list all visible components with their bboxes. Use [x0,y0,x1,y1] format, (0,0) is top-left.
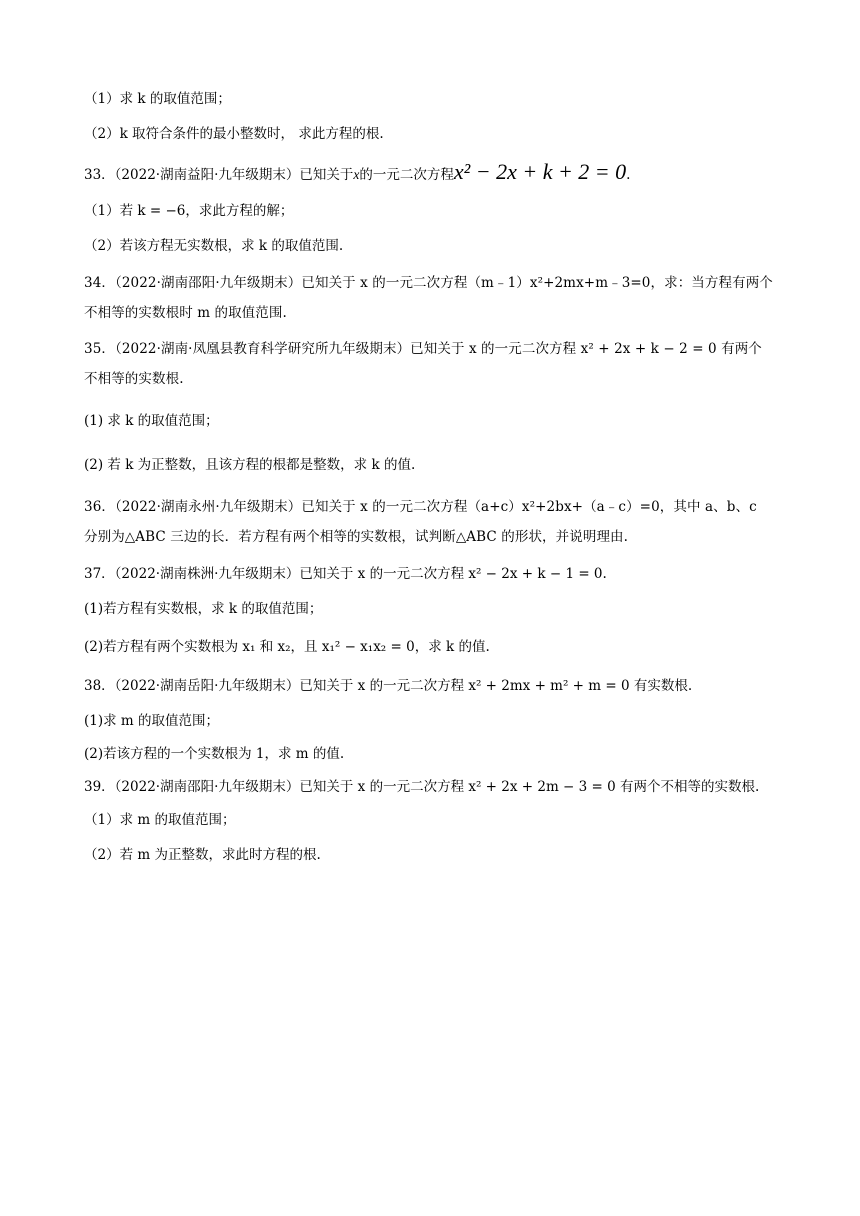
line-q32-2: （2）k 取符合条件的最小整数时， 求此方程的根. [84,126,384,142]
line-q36: 36．（2022·湖南永州·九年级期末）已知关于 x 的一元二次方程（a+c）x²+2bx+（a﹣c）=0，其中 a、b、c 分别为△ABC 三边的长．若方程有两个相等的实数根，试判断△ABC 的形状，并说明理由. [84,499,757,545]
line-q37-1: (1)若方程有实数根，求 k 的取值范围； [84,601,323,617]
line-q38: 38．（2022·湖南岳阳·九年级期末）已知关于 x 的一元二次方程 x² + 2mx + m² + m = 0 有实数根. [84,678,693,694]
line-q32-1: （1）求 k 的取值范围； [84,91,231,107]
line-q39: 39．（2022·湖南邵阳·九年级期末）已知关于 x 的一元二次方程 x² + 2x + 2m − 3 = 0 有两个不相等的实数根. [84,779,760,795]
line-q33: 33．（2022·湖南益阳·九年级期末）已知关于x的一元二次方程x² − 2x + k + 2 = 0. [84,159,631,184]
line-q33-1: （1）若 k = −6，求此方程的解； [84,203,294,219]
line-q37-2: (2)若方程有两个实数根为 x₁ 和 x₂，且 x₁² − x₁x₂ = 0，求 k 的值. [84,639,490,655]
line-q38-1: (1)求 m 的取值范围； [84,713,220,729]
line-q35-2: (2) 若 k 为正整数，且该方程的根都是整数，求 k 的值. [84,457,416,473]
line-q35: 35．（2022·湖南·凤凰县教育科学研究所九年级期末）已知关于 x 的一元二次方程 x² + 2x + k − 2 = 0 有两个不相等的实数根. [84,341,762,387]
line-q35-1: (1) 求 k 的取值范围； [84,413,219,429]
line-q37: 37．（2022·湖南株洲·九年级期末）已知关于 x 的一元二次方程 x² − 2x + k − 1 = 0. [84,566,607,582]
line-q33-2: （2）若该方程无实数根，求 k 的取值范围. [84,238,344,254]
line-q34: 34．（2022·湖南邵阳·九年级期末）已知关于 x 的一元二次方程（m﹣1）x²+2mx+m﹣3=0，求：当方程有两个不相等的实数根时 m 的取值范围. [84,275,773,321]
line-q39-2: （2）若 m 为正整数，求此时方程的根. [84,847,321,863]
line-q38-2: (2)若该方程的一个实数根为 1，求 m 的值. [84,746,345,762]
line-q39-1: （1）求 m 的取值范围； [84,812,236,828]
